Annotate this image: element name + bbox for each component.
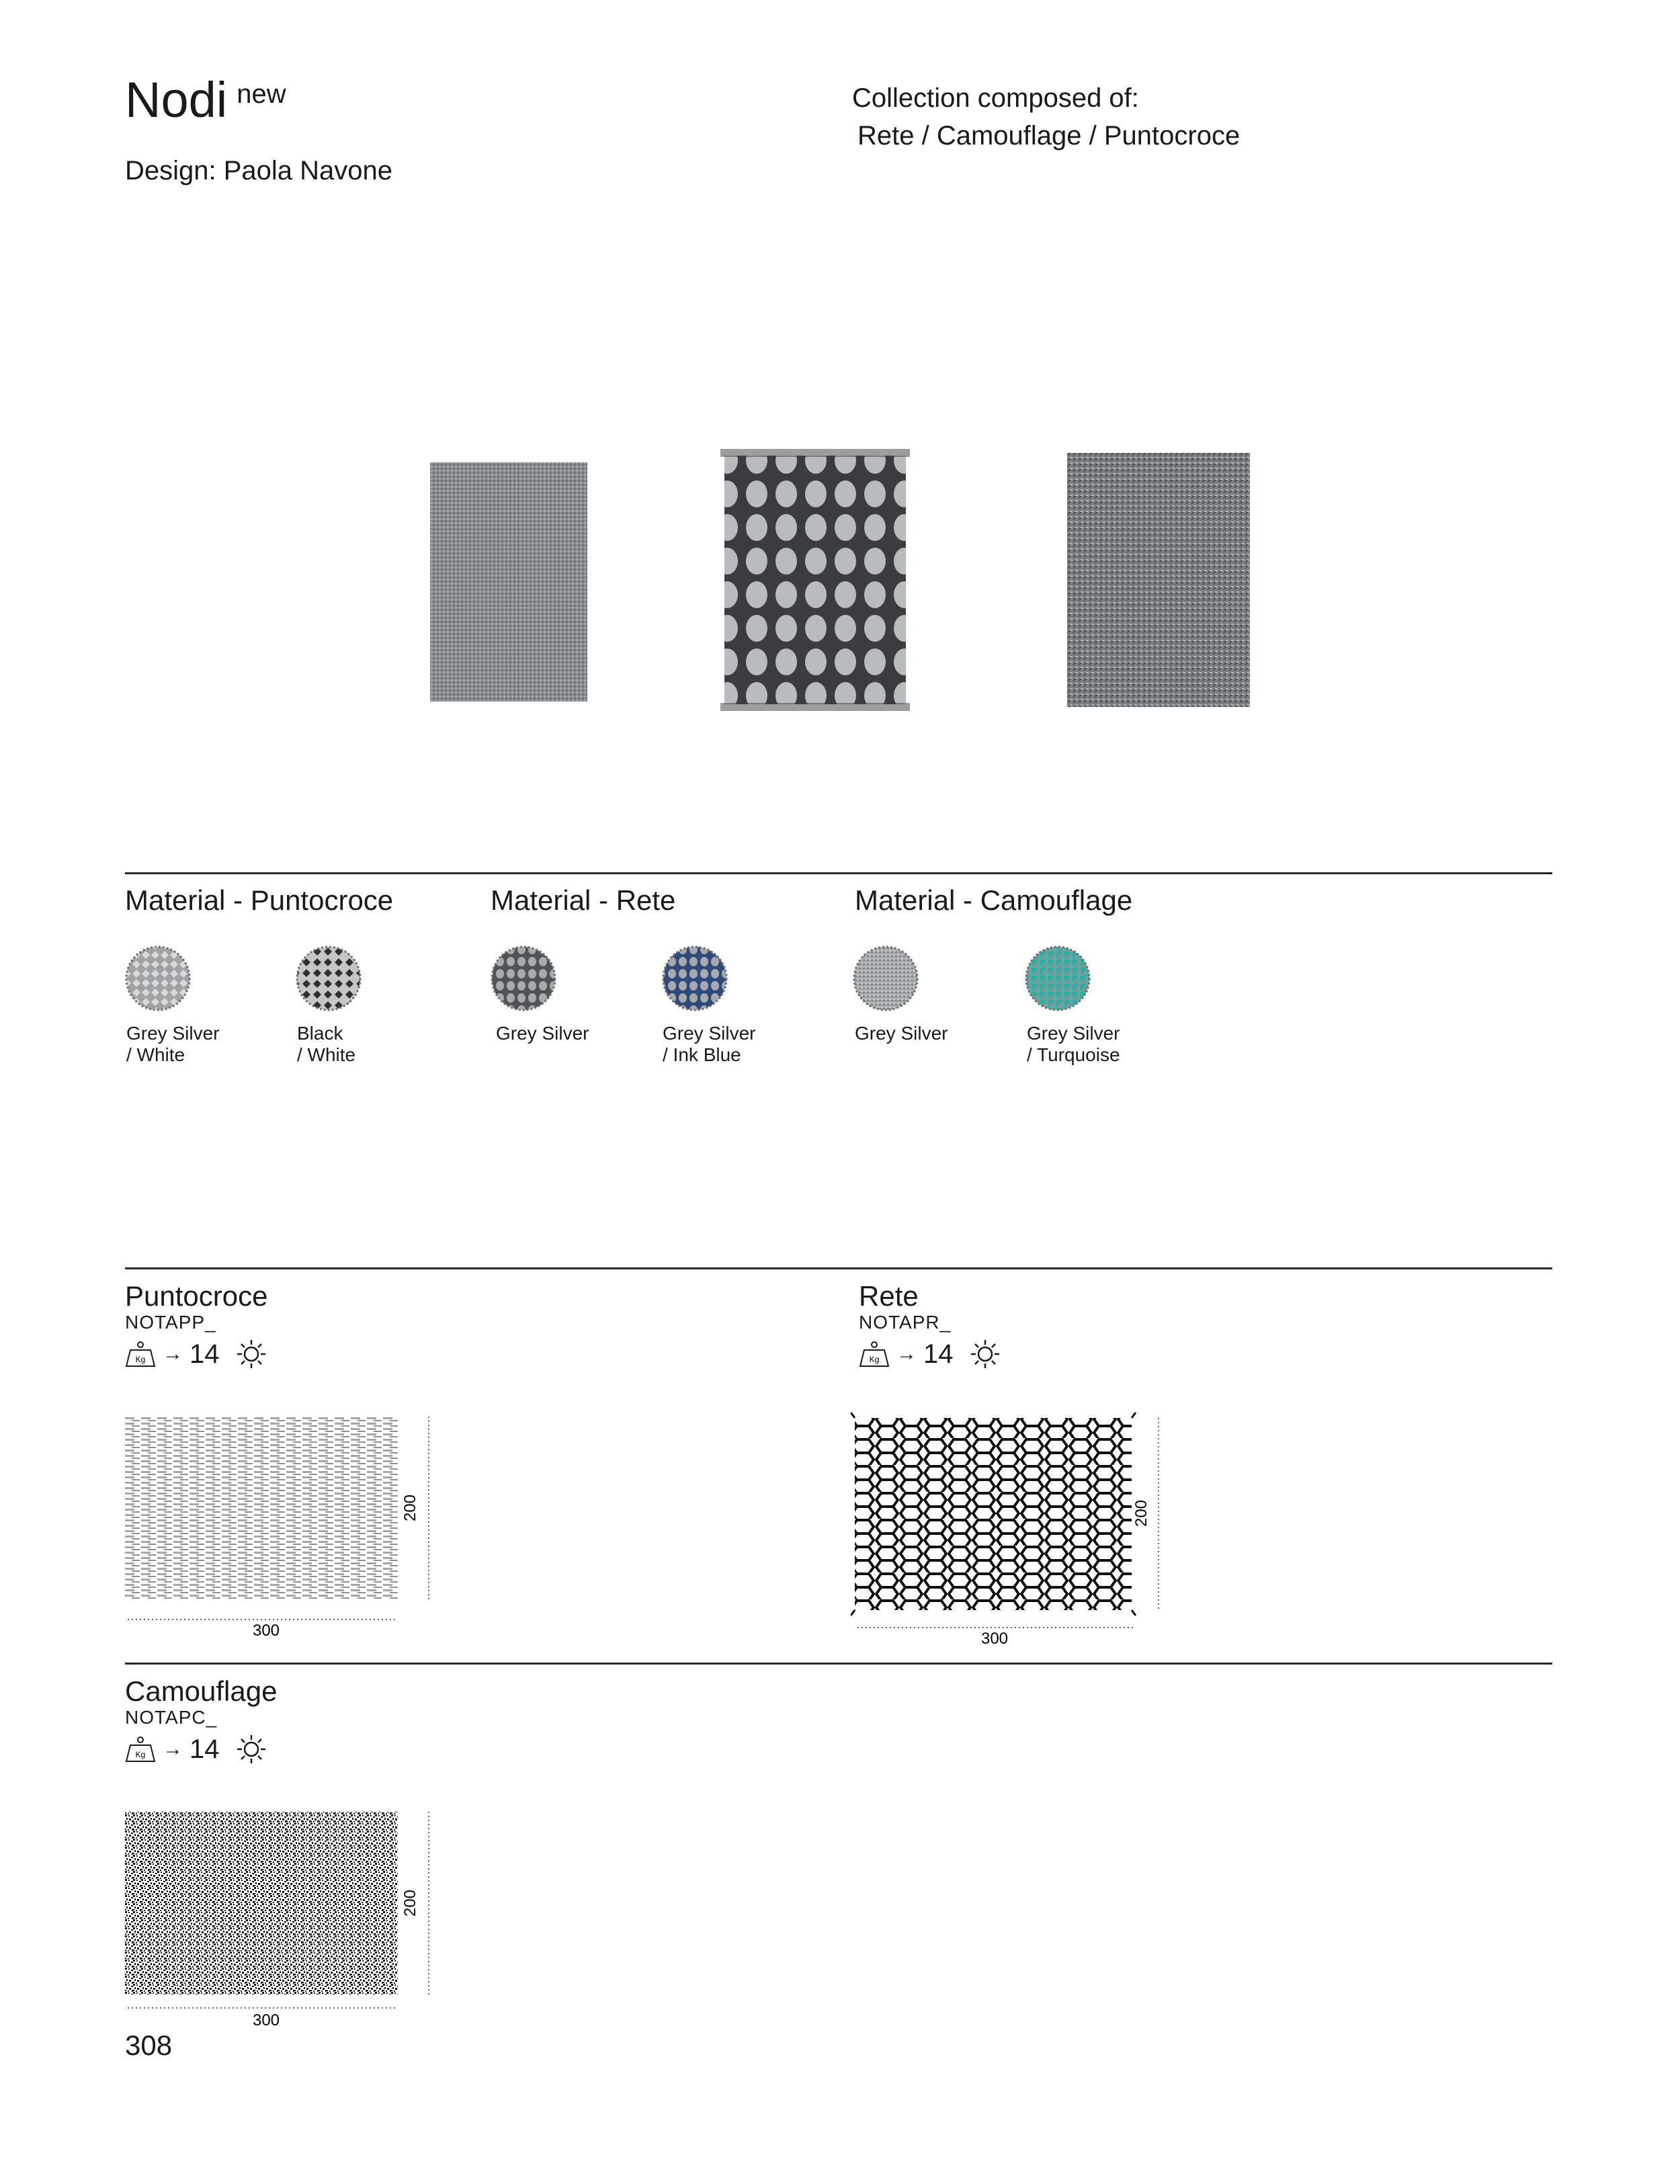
camouflage-rug-diagram	[125, 1806, 434, 2035]
weight-kg-icon	[125, 1341, 156, 1368]
rug-photos	[417, 444, 1263, 726]
page-number: 308	[125, 2029, 173, 2061]
swatch-label: Grey Silver / Turquoise	[1027, 1023, 1120, 1065]
svg-text:Kg: Kg	[869, 1355, 880, 1364]
height-dimension: 200	[401, 1494, 419, 1522]
swatch-grey-silver-white	[126, 947, 190, 1010]
collection-info	[852, 79, 1240, 155]
product-code: NOTAPR_	[859, 1312, 952, 1333]
swatch-label: Grey Silver	[496, 1023, 589, 1044]
divider	[125, 872, 1552, 874]
swatch-grey-silver-ink-blue	[663, 947, 726, 1010]
weight-value: 14	[190, 1339, 220, 1369]
svg-text:Kg: Kg	[135, 1750, 146, 1759]
weight-value: 14	[923, 1339, 954, 1369]
swatch-label: Black / White	[297, 1023, 356, 1065]
product-spec	[125, 1339, 267, 1370]
rete-rug-diagram	[851, 1411, 1167, 1646]
swatch-label: Grey Silver / White	[126, 1023, 220, 1065]
material-puntocroce-heading: Material - Puntocroce	[125, 884, 394, 916]
weight-kg-icon	[859, 1341, 890, 1368]
product-puntocroce	[125, 1282, 267, 1370]
puntocroce-rug-photo	[430, 462, 587, 702]
new-badge: new	[237, 79, 286, 109]
sun-icon	[970, 1339, 1001, 1370]
product-name: Rete	[859, 1280, 919, 1312]
product-spec	[859, 1339, 1001, 1370]
weight-arrow: →	[896, 1343, 917, 1365]
title-text: Nodi	[125, 72, 228, 128]
product-name: Puntocroce	[125, 1280, 268, 1312]
weight-arrow: →	[163, 1738, 183, 1760]
rete-rug-photo	[720, 449, 910, 711]
product-spec	[125, 1734, 277, 1765]
swatch-camouflage-grey-silver	[854, 947, 917, 1010]
product-name: Camouflage	[125, 1675, 278, 1707]
product-rete	[859, 1282, 1001, 1370]
divider	[125, 1663, 1552, 1665]
sun-icon	[236, 1734, 267, 1765]
divider	[125, 1267, 1552, 1269]
product-code: NOTAPP_	[125, 1312, 216, 1333]
camouflage-rug-photo	[1067, 453, 1250, 707]
swatch-rete-grey-silver	[492, 947, 555, 1010]
swatch-label: Grey Silver	[855, 1023, 948, 1044]
width-dimension: 300	[252, 2011, 280, 2029]
weight-arrow: →	[163, 1343, 183, 1365]
height-dimension: 200	[401, 1889, 419, 1917]
svg-text:Kg: Kg	[135, 1355, 146, 1364]
material-rete-heading: Material - Rete	[491, 884, 676, 916]
product-code: NOTAPC_	[125, 1707, 218, 1728]
weight-kg-icon	[125, 1736, 156, 1763]
material-camouflage-heading: Material - Camouflage	[855, 884, 1133, 916]
weight-value: 14	[190, 1734, 220, 1764]
width-dimension: 300	[980, 1630, 1009, 1646]
puntocroce-rug-diagram	[125, 1411, 434, 1640]
swatch-black-white	[297, 947, 360, 1010]
product-camouflage	[125, 1677, 277, 1765]
collection-items: Rete / Camouflage / Puntocroce	[857, 121, 1241, 151]
height-dimension: 200	[1132, 1499, 1150, 1527]
width-dimension: 300	[252, 1622, 280, 1640]
collection-label: Collection composed of:	[852, 83, 1139, 113]
designer-credit: Design: Paola Navone	[125, 156, 393, 185]
sun-icon	[236, 1339, 267, 1370]
page-title	[125, 72, 286, 128]
swatch-label: Grey Silver / Ink Blue	[663, 1023, 756, 1065]
swatch-grey-silver-turquoise	[1026, 947, 1089, 1010]
